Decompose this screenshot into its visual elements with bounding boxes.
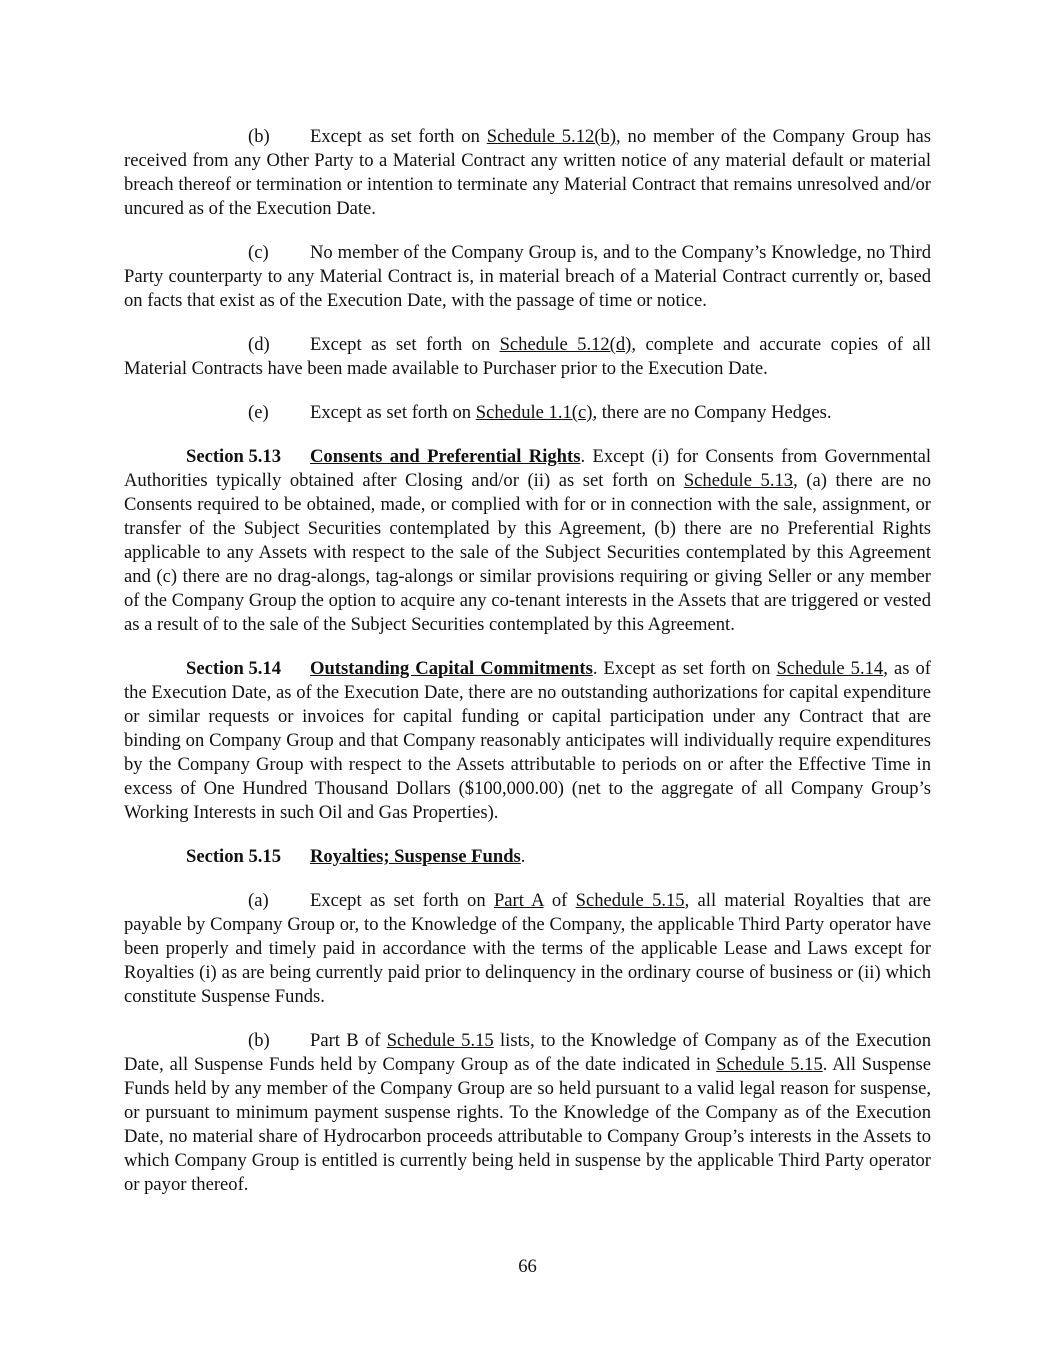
schedule-reference: Schedule 5.12(b)	[486, 126, 617, 147]
clause-label: (c)	[248, 242, 269, 263]
clause-text: Except as set forth on	[310, 334, 500, 355]
clause-5-15-b	[124, 1029, 931, 1197]
schedule-reference: Schedule 5.15	[716, 1054, 823, 1075]
clause-text: , all material Royalties that are payable by Company Group or, to the Knowledge of the Company, the applicable Third Party operator have been properly and timely paid in accordance with the terms of the applicable Lease and Laws except for Royalties (i) as are being currently paid prior to delinquency in the ordinary course of business or (ii) which constitute Suspense Funds.	[124, 890, 931, 1007]
part-reference: Part A	[493, 890, 544, 911]
schedule-reference: Schedule 5.15	[386, 1030, 494, 1051]
clause-5-12-d	[124, 333, 931, 381]
clause-5-12-c	[124, 241, 931, 313]
schedule-reference: Schedule 5.12(d)	[499, 334, 632, 355]
clause-label: (b)	[248, 1030, 270, 1051]
section-number: Section 5.13	[186, 446, 282, 467]
section-text: , (a) there are no Consents required to be obtained, made, or complied with for or in connection with the sale, assignment, or transfer of the Subject Securities contemplated by this Agreement, (b) there are no Preferential Rights applicable to any Assets with respect to the sale of the Subject Securities contemplated by this Agreement and (c) there are no drag-alongs, tag-alongs or similar provisions requiring or giving Seller or any member of the Company Group the option to acquire any co-tenant interests in the Assets that are triggered or vested as a result of to the sale of the Subject Securities contemplated by this Agreement.	[124, 470, 931, 635]
section-title: Royalties; Suspense Funds	[310, 846, 521, 867]
clause-text: of	[543, 890, 576, 911]
clause-text: , complete and accurate copies of all Material Contracts have been made available to Purchaser prior to the Execution Date.	[124, 334, 931, 379]
section-5-14	[124, 657, 931, 825]
clause-text: Except as set forth on	[310, 126, 487, 147]
section-text: . Except as set forth on	[592, 658, 777, 679]
section-5-15-heading	[124, 845, 931, 869]
clause-label: (a)	[248, 890, 269, 911]
section-title: Consents and Preferential Rights	[310, 446, 581, 467]
clause-5-12-e	[124, 401, 931, 425]
clause-label: (b)	[248, 126, 270, 147]
schedule-reference: Schedule 5.13	[683, 470, 794, 491]
schedule-reference: Schedule 5.14	[776, 658, 884, 679]
clause-text: , no member of the Company Group has received from any Other Party to a Material Contract any written notice of any material default or material breach thereof or termination or intention to terminate any Material Contract that remains unresolved and/or uncured as of the Execution Date.	[124, 126, 931, 219]
page-number: 66	[518, 1256, 537, 1277]
clause-text: Except as set forth on	[310, 890, 494, 911]
clause-label: (e)	[248, 402, 269, 423]
schedule-reference: Schedule 1.1(c)	[475, 402, 593, 423]
clause-text: , there are no Company Hedges.	[592, 402, 832, 423]
clause-text: Except as set forth on	[310, 402, 476, 423]
document-page	[124, 125, 931, 1217]
clause-text: Part B of	[310, 1030, 387, 1051]
clause-5-12-b	[124, 125, 931, 221]
section-text: .	[520, 846, 526, 867]
clause-text: No member of the Company Group is, and to the Company’s Knowledge, no Third Party counterparty to any Material Contract is, in material breach of a Material Contract currently or, based on facts that exist as of the Execution Date, with the passage of time or notice.	[124, 242, 931, 311]
section-title: Outstanding Capital Commitments	[310, 658, 593, 679]
schedule-reference: Schedule 5.15	[575, 890, 685, 911]
clause-text: lists, to the Knowledge of Company as of the Execution Date, all Suspense Funds held by Company Group as of the date indicated in	[124, 1030, 932, 1075]
section-text: , as of the Execution Date, as of the Execution Date, there are no outstanding authorizations for capital expenditure or similar requests or invoices for capital funding or capital participation under any Contract that are binding on Company Group and that Company reasonably anticipates will individually require expenditures by the Company Group with respect to the Assets attributable to periods on or after the Effective Time in excess of One Hundred Thousand Dollars ($100,000.00) (net to the aggregate of all Company Group’s Working Interests in such Oil and Gas Properties).	[124, 658, 931, 823]
section-number: Section 5.15	[186, 846, 282, 867]
clause-label: (d)	[248, 334, 270, 355]
section-text: . Except (i) for Consents from Governmental Authorities typically obtained after Closing and/or (ii) as set forth on	[124, 446, 931, 491]
clause-5-15-a	[124, 889, 931, 1009]
section-5-13	[124, 445, 931, 637]
clause-text: . All Suspense Funds held by any member of the Company Group are so held pursuant to a valid legal reason for suspense, or pursuant to minimum payment suspense rights. To the Knowledge of the Company as of the Execution Date, no material share of Hydrocarbon proceeds attributable to Company Group’s interests in the Assets to which Company Group is entitled is currently being held in suspense by the applicable Third Party operator or payor thereof.	[124, 1054, 932, 1195]
section-number: Section 5.14	[186, 658, 282, 679]
